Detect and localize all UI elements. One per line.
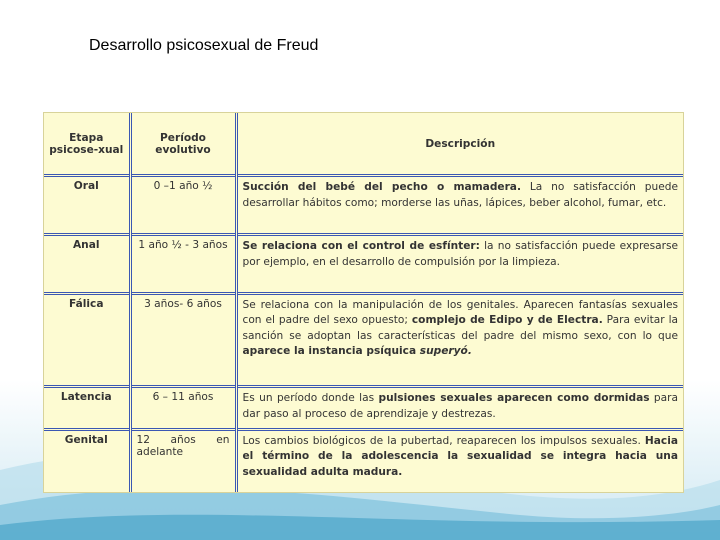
desc-text: para dar paso al proceso de aprendizaje y destrezas. — [242, 392, 678, 420]
desc-bold: Succión del bebé del pecho o mamadera. — [242, 181, 521, 194]
cell-descripcion — [236, 293, 683, 386]
desc-bold: Hacia el término de la adolescencia la sexualidad se integra hacia una sexualidad adulta madura. — [242, 434, 678, 478]
desc-text: Los cambios biológicos de la pubertad, reaparecen los impulsos sexuales. — [242, 434, 645, 447]
cell-descripcion — [236, 176, 683, 235]
table-header-row — [44, 113, 683, 176]
cell-descripcion — [236, 429, 683, 492]
table-row — [44, 429, 683, 492]
cell-etapa: Latencia — [44, 387, 130, 430]
cell-etapa: Anal — [44, 235, 130, 294]
cell-etapa: Genital — [44, 429, 130, 492]
cell-periodo: 0 –1 año ½ — [130, 176, 236, 235]
cell-etapa: Oral — [44, 176, 130, 235]
header-etapa: Etapa psicose-xual — [49, 131, 124, 156]
desc-text: Para evitar la sanción se adoptan las características del padre del mismo sexo, con lo que — [242, 314, 679, 342]
desc-bold-italic: superyó. — [419, 345, 472, 358]
table-row — [44, 176, 683, 235]
cell-periodo: 12 años en adelante — [130, 429, 236, 492]
desc-text: la no satisfacción puede expresarse por ejemplo, en el desarrollo de compulsión por la limpieza. — [242, 240, 678, 268]
cell-etapa: Fálica — [44, 293, 130, 386]
desc-bold: pulsiones sexuales aparecen como dormidas — [378, 392, 650, 405]
desc-bold: aparece la instancia psíquica — [242, 345, 420, 358]
cell-periodo: 3 años- 6 años — [130, 293, 236, 386]
table-row — [44, 293, 683, 386]
desc-text: Es un período donde las — [242, 392, 379, 405]
desc-text: Se relaciona con la manipulación de los genitales. Aparecen fantasías sexuales con el padre del sexo opuesto; — [242, 298, 678, 327]
slide-title: Desarrollo psicosexual de Freud — [89, 37, 319, 54]
cell-periodo: 6 – 11 años — [130, 387, 236, 430]
cell-descripcion — [236, 235, 683, 294]
cell-periodo: 1 año ½ - 3 años — [130, 235, 236, 294]
desc-bold: Se relaciona con el control de esfínter: — [242, 240, 480, 253]
desc-bold: complejo de Edipo y de Electra. — [411, 314, 603, 327]
table-row — [44, 387, 683, 430]
desc-text: La no satisfacción puede desarrollar hábitos como; morderse las uñas, lápices, beber alcohol, fumar, etc. — [242, 181, 678, 209]
table-row — [44, 235, 683, 294]
header-descripcion: Descripción — [236, 113, 683, 176]
cell-descripcion — [236, 387, 683, 430]
freud-stages-table — [43, 112, 684, 493]
header-periodo: Período evolutivo — [130, 113, 236, 176]
